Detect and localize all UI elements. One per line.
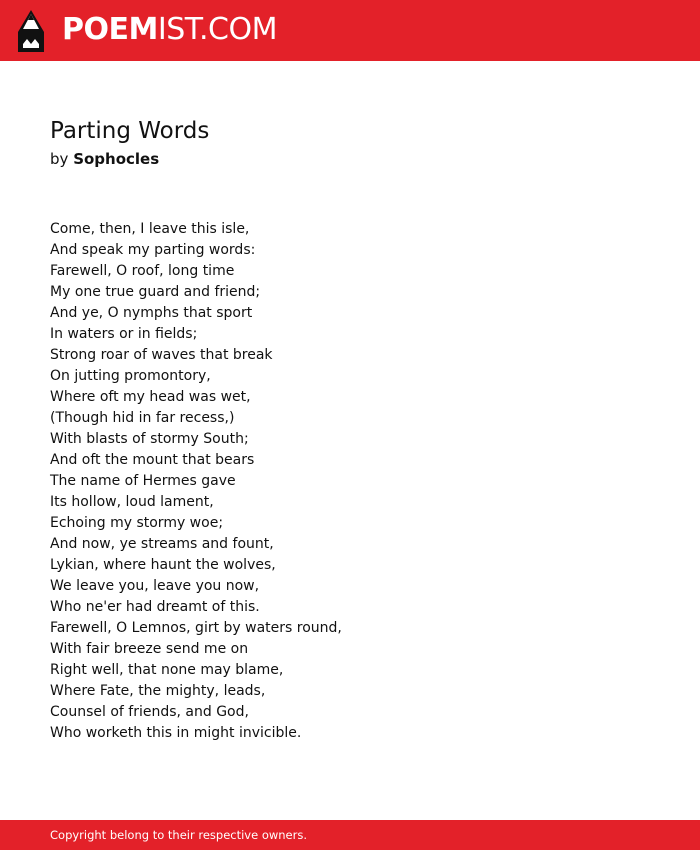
poem-line: Come, then, I leave this isle, (50, 221, 250, 237)
poem-title: Parting Words (50, 118, 210, 144)
pencil-tip-icon[interactable] (18, 10, 44, 52)
poem-line: And speak my parting words: (50, 242, 256, 258)
poem-line: In waters or in fields; (50, 326, 198, 342)
brand-bold: POEM (62, 12, 158, 47)
poem-line: On jutting promontory, (50, 368, 211, 384)
poem-line: Farewell, O roof, long time (50, 263, 235, 279)
poem-line: And oft the mount that bears (50, 452, 255, 468)
author-name: Sophocles (73, 150, 160, 168)
poem-line: Who ne'er had dreamt of this. (50, 599, 260, 615)
poem-body (50, 219, 342, 744)
site-footer (0, 820, 700, 850)
poem-line: Who worketh this in might invicible. (50, 725, 302, 741)
poem-line: Farewell, O Lemnos, girt by waters round, (50, 620, 342, 636)
site-logo-text[interactable] (62, 13, 277, 47)
poem-line: Strong roar of waves that break (50, 347, 273, 363)
brand-light: IST.COM (157, 12, 277, 47)
poem-line: And now, ye streams and fount, (50, 536, 274, 552)
poem-line: We leave you, leave you now, (50, 578, 260, 594)
poem-line: The name of Hermes gave (50, 473, 236, 489)
poem-line: Where Fate, the mighty, leads, (50, 683, 266, 699)
byline (50, 149, 159, 169)
by-label: by (50, 150, 69, 168)
poem-line: Echoing my stormy woe; (50, 515, 224, 531)
poem-line: And ye, O nymphs that sport (50, 305, 253, 321)
poem-line: Lykian, where haunt the wolves, (50, 557, 276, 573)
poem-line: Where oft my head was wet, (50, 389, 251, 405)
poem-line: With blasts of stormy South; (50, 431, 249, 447)
site-header (0, 0, 700, 61)
poem-line: With fair breeze send me on (50, 641, 249, 657)
poem-line: Its hollow, loud lament, (50, 494, 214, 510)
poem-line: Counsel of friends, and God, (50, 704, 249, 720)
poem-line: My one true guard and friend; (50, 284, 261, 300)
poem-line: (Though hid in far recess,) (50, 410, 235, 426)
copyright-text: Copyright belong to their respective owners. (50, 828, 308, 842)
poem-line: Right well, that none may blame, (50, 662, 284, 678)
